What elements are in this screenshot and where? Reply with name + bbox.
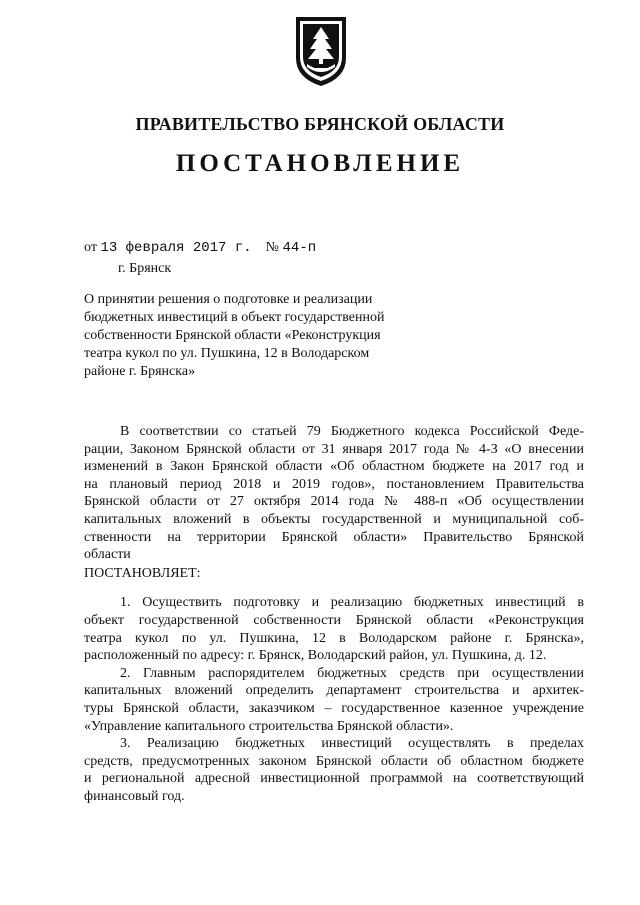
decree-subject	[84, 291, 424, 381]
resolves-heading: ПОСТАНОВЛЯЕТ:	[84, 565, 201, 581]
government-title: ПРАВИТЕЛЬСТВО БРЯНСКОЙ ОБЛАСТИ	[135, 114, 505, 134]
number-prefix: №	[265, 240, 280, 255]
decree-date: 13 февраля 2017 г.	[100, 240, 252, 256]
clause-line: капитальных вложений определить департамент строительства и архитек-	[84, 683, 584, 699]
clause-line: «Управление капитального строительства Брянской области».	[84, 718, 454, 734]
clause-line: расположенный по адресу: г. Брянск, Володарский район, ул. Пушкина, д. 12.	[84, 648, 547, 664]
date-prefix: от	[84, 240, 97, 255]
preamble-line: В соответствии со статьей 79 Бюджетного кодекса Российской Феде-	[120, 424, 584, 439]
date-number-line	[84, 240, 316, 256]
subject-line: театра кукол по ул. Пушкина, 12 в Володарском	[84, 346, 370, 361]
subject-line: бюджетных инвестиций в объект государственной	[84, 310, 385, 325]
document-type-title: ПОСТАНОВЛЕНИЕ	[175, 150, 465, 177]
clause-line: и региональной адресной инвестиционной программой на соответствующий	[84, 771, 584, 787]
city-name: г. Брянск	[118, 261, 172, 276]
preamble-line: рации, Законом Брянской области от 31 января 2017 года № 4-З «О внесении	[84, 441, 584, 457]
clause-line: театра кукол по ул. Пушкина, 12 в Володарском районе г. Брянска»,	[84, 630, 584, 646]
clause-line: объект государственной собственности Брянской области «Реконструкция	[84, 612, 584, 628]
preamble-line: изменений в Закон Брянской области «Об областном бюджете на 2017 год и	[84, 459, 584, 475]
preamble-line: области	[84, 547, 131, 563]
clause-line: 3. Реализацию бюджетных инвестиций осуществлять в пределах	[120, 736, 584, 752]
subject-line: районе г. Брянска»	[84, 364, 196, 379]
decree-body	[84, 423, 584, 805]
preamble-line: ственности на территории Брянской области» Правительство Брянской	[84, 529, 584, 545]
subject-line: собственности Брянской области «Реконструкция	[84, 328, 381, 343]
coat-of-arms-emblem	[293, 14, 349, 88]
clause-line: 2. Главным распорядителем бюджетных средств при осуществлении	[120, 665, 584, 681]
preamble-line: капитальных вложений в объекты государственной и муниципальной соб-	[84, 511, 584, 527]
subject-line: О принятии решения о подготовке и реализации	[84, 292, 373, 307]
clause-line: средств, предусмотренных законом Брянской области об областном бюджете	[84, 753, 584, 769]
preamble-line: Брянской области от 27 октября 2014 года № 488-п «Об осуществлении	[84, 494, 584, 510]
clause-line: туры Брянской области, заказчиком – государственное казенное учреждение	[84, 700, 584, 716]
clause-line: 1. Осуществить подготовку и реализацию бюджетных инвестиций в	[120, 595, 584, 611]
preamble-line: на плановый период 2018 и 2019 годов», постановлением Правительства	[84, 476, 584, 492]
decree-number: 44-п	[282, 240, 317, 256]
clause-line: финансовый год.	[84, 788, 185, 804]
